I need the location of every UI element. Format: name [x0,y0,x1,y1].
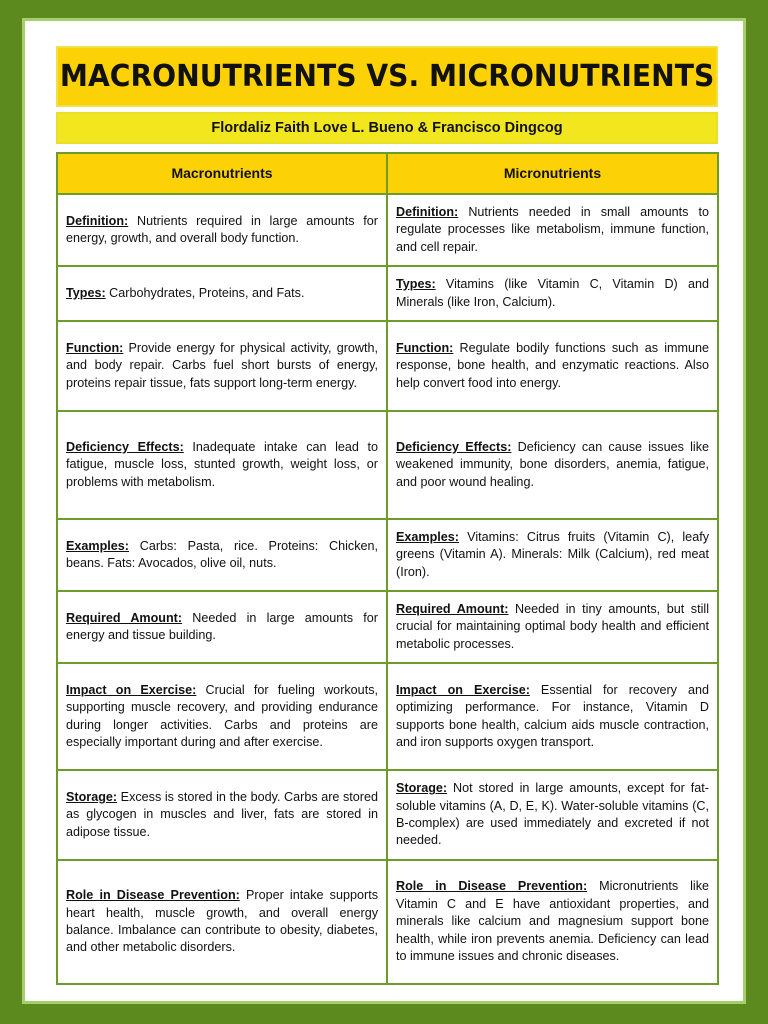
title-banner [56,46,718,107]
macro-cell [57,194,387,266]
cell-text: Inadequate intake can lead to fatigue, muscle loss, stunted growth, weight loss, or problems with metabolism. [66,439,378,489]
cell-text: Vitamins: Citrus fruits (Vitamin C), leafy greens (Vitamin A). Minerals: Milk (Calcium), red meat (Iron). [396,529,709,579]
micro-cell [387,411,718,519]
macro-cell [57,860,387,984]
cell-text: Essential for recovery and optimizing performance. For instance, Vitamin D supports bone health, calcium aids muscle contraction, and iron supports oxygen transport. [396,682,709,749]
cell-label: Examples: [396,529,459,544]
cell-label: Role in Disease Prevention: [66,888,240,903]
cell-label: Definition: [396,204,459,219]
macro-cell [57,266,387,321]
cell-text: Provide energy for physical activity, growth, and body repair. Carbs fuel short bursts of energy, proteins repair tissue, fats support long-term energy. [66,340,378,390]
row-examples [57,519,718,591]
cell-text: Carbohydrates, Proteins, and Fats. [105,285,305,300]
micro-cell [387,770,718,860]
micro-cell [387,194,718,266]
cell-text: Vitamins (like Vitamin C, Vitamin D) and Minerals (like Iron, Calcium). [396,277,709,309]
macro-cell [57,321,387,411]
cell-label: Impact on Exercise: [396,682,530,697]
cell-label: Required Amount: [66,610,183,625]
cell-label: Impact on Exercise: [66,682,197,697]
column-header-macronutrients: Macronutrients [57,153,387,194]
comparison-table [56,152,719,985]
cell-text: Proper intake supports heart health, muscle growth, and overall energy balance. Imbalance can contribute to obesity, diabetes, and other metabolic disorders. [66,888,378,955]
cell-label: Examples: [66,538,129,553]
cell-label: Types: [66,285,106,300]
cell-label: Required Amount: [396,601,509,616]
page-frame [22,18,746,1004]
cell-text: Not stored in large amounts, except for fat-soluble vitamins (A, D, E, K). Water-soluble vitamins (C, B-complex) are used immediately and excreted if not needed. [396,781,709,848]
authors-line: Flordaliz Faith Love L. Bueno & Francisco Dingcog [211,120,563,136]
row-function [57,321,718,411]
cell-text: Excess is stored in the body. Carbs are stored as glycogen in muscles and liver, fats are stored in adipose tissue. [66,789,378,839]
cell-text: Needed in large amounts for energy and tissue building. [66,610,378,642]
micro-cell [387,663,718,770]
micro-cell [387,321,718,411]
cell-text: Regulate bodily functions such as immune response, bone health, and enzymatic reactions. Also help convert food into energy. [396,340,709,390]
row-deficiency-effects [57,411,718,519]
page-title: MACRONUTRIENTS VS. MICRONUTRIENTS [59,59,715,94]
micro-cell [387,519,718,591]
macro-cell [57,663,387,770]
row-types [57,266,718,321]
macro-cell [57,519,387,591]
micro-cell [387,591,718,663]
cell-label: Deficiency Effects: [396,439,512,454]
cell-label: Storage: [396,781,448,796]
column-header-micronutrients: Micronutrients [387,153,718,194]
cell-label: Role in Disease Prevention: [396,879,588,894]
row-impact-on-exercise [57,663,718,770]
cell-label: Types: [396,277,436,292]
macro-cell [57,411,387,519]
row-definition [57,194,718,266]
cell-text: Deficiency can cause issues like weakened immunity, bone disorders, anemia, fatigue, and poor wound healing. [396,439,709,489]
cell-text: Nutrients needed in small amounts to regulate processes like metabolism, immune function, and cell repair. [396,204,709,254]
row-storage [57,770,718,860]
cell-text: Carbs: Pasta, rice. Proteins: Chicken, beans. Fats: Avocados, olive oil, nuts. [66,538,378,570]
cell-text: Crucial for fueling workouts, supporting muscle recovery, and providing endurance during longer activities. Carbs and proteins are especially important during and after exercise. [66,682,378,749]
author-banner [56,112,718,144]
cell-label: Function: [396,340,454,355]
macro-cell [57,591,387,663]
micro-cell [387,266,718,321]
row-required-amount [57,591,718,663]
cell-text: Nutrients required in large amounts for energy, growth, and overall body function. [66,213,378,245]
cell-label: Definition: [66,213,129,228]
micro-cell [387,860,718,984]
macro-cell [57,770,387,860]
row-role-in-disease-prevention [57,860,718,984]
cell-text: Micronutrients like Vitamin C and E have antioxidant properties, and minerals like calcium and magnesium support bone health, while iron prevents anemia. Deficiency can lead to immune issues and chronic diseases. [396,879,709,964]
cell-label: Deficiency Effects: [66,439,184,454]
cell-label: Function: [66,340,124,355]
cell-label: Storage: [66,789,118,804]
cell-text: Needed in tiny amounts, but still crucial for maintaining optimal body health and efficient metabolic processes. [396,601,709,651]
header-row [57,153,718,194]
